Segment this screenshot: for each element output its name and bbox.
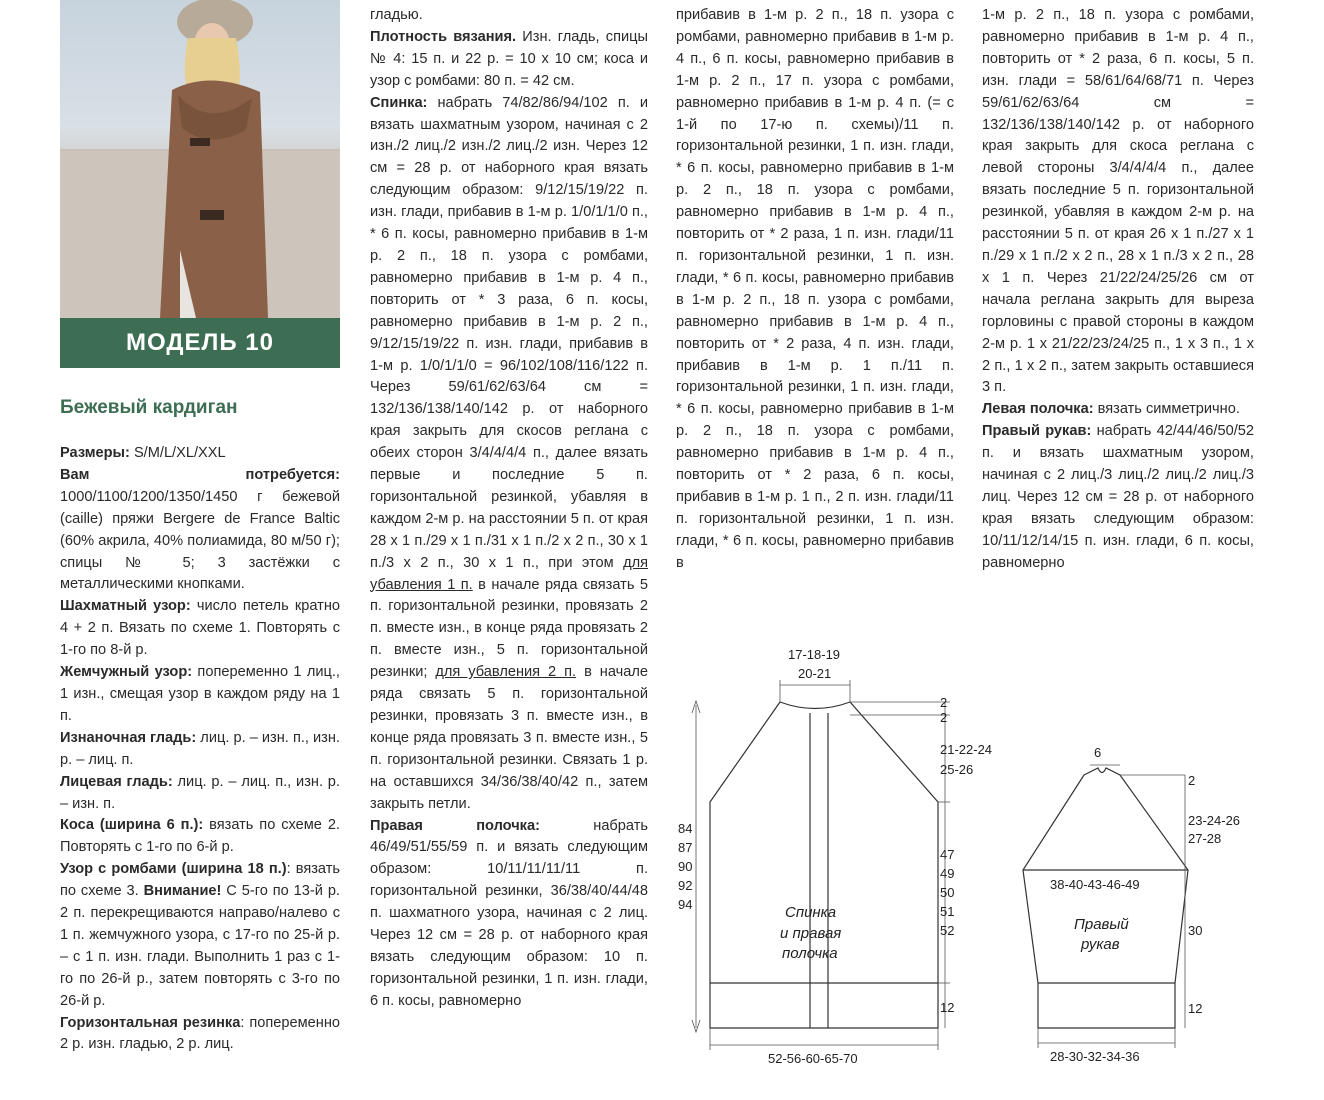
sleeve-top-label: 6 <box>1094 745 1102 760</box>
cable-text: вязать по схеме 2. Повторять с 1-го по 6-й р. <box>60 817 340 856</box>
sleeve-length-label: 30 <box>1188 923 1203 938</box>
sleeve-row-label: 2 <box>1188 773 1196 788</box>
sleeve-rib-label: 12 <box>1188 1001 1203 1016</box>
horizontal-rib-paragraph <box>60 1013 340 1057</box>
reverse-stockinette-heading: Изнаночная гладь: <box>60 729 197 746</box>
back-total-label-1: 84 <box>678 821 693 836</box>
pearl-pattern-heading: Жемчужный узор: <box>60 664 193 681</box>
sleeve-upper-width-label: 38-40-43-46-49 <box>1050 877 1140 892</box>
sizes-heading: Размеры: <box>60 445 130 461</box>
check-pattern-heading: Шахматный узор: <box>60 598 191 615</box>
materials-text: 1000/1100/1200/1350/1450 г бежевой (caille) пряжи Bergere de France Baltic (60% акрила, 40% полиамида, 80 м/50 г); спицы № 5; 3 застёжки с металлическими кнопками. <box>60 488 340 593</box>
cable-heading: Коса (ширина 6 п.): <box>60 817 204 834</box>
back-total-label-4: 92 <box>678 878 693 893</box>
back-side-label-2: 49 <box>940 866 955 881</box>
back-paragraph <box>370 93 648 816</box>
sleeve-label-1: Правый <box>1074 916 1129 933</box>
right-sleeve-paragraph <box>982 421 1254 574</box>
left-front-heading: Левая полочка: <box>982 401 1094 418</box>
reverse-stockinette-text: лиц. р. – изн. п., изн. р. – лиц. п. <box>60 729 340 768</box>
gauge-paragraph <box>370 27 648 93</box>
decrease-2-underlined: для убавления 2 п. <box>435 664 577 681</box>
back-raglan-label-b: 25-26 <box>940 762 974 777</box>
model-photo-illustration <box>60 0 340 318</box>
sizes-text: S/M/L/XL/XXL <box>129 445 226 461</box>
text-column-2 <box>370 5 648 1013</box>
model-banner <box>60 318 340 368</box>
decrease-1-underlined: для убавления 1 п. <box>370 554 648 593</box>
diamond-pattern-text: : вязать по схеме 3. <box>60 861 341 900</box>
stockinette-paragraph <box>60 772 340 816</box>
back-side-label-1: 47 <box>940 847 955 862</box>
left-front-paragraph <box>982 399 1254 421</box>
pearl-pattern-paragraph <box>60 662 340 728</box>
left-front-text: вязать симметрично. <box>1093 401 1240 418</box>
model-photo <box>60 0 340 318</box>
diamond-pattern-text-2: С 5-го по 13-й р. 2 п. перекрещиваются направо/налево с 1 п. жемчужного узора, с 17-го по 25-й р. – с 1 п. изн. глади. Выполнить 1 раз с 1-го по 26-й р., затем повторять с 3-го по 26-й р. <box>60 883 340 1009</box>
pattern-title: Бежевый кардиган <box>60 397 238 418</box>
check-pattern-text: число петель кратно 4 + 2 п. Вязать по схеме 1. Повторять с 1-го по 8-й р. <box>60 598 340 659</box>
back-raglan-label-a: 21-22-24 <box>940 742 993 757</box>
horizontal-rib-text: : попеременно 2 р. изн. гладью, 2 р. лиц. <box>60 1014 341 1053</box>
back-heading: Спинка: <box>370 94 428 111</box>
text-column-1 <box>60 443 340 1056</box>
back-label-1: Спинка <box>785 904 837 921</box>
stockinette-text: лиц. р. – лиц. п., изн. р. – изн. п. <box>60 773 340 812</box>
back-side-label-3: 50 <box>940 885 955 900</box>
back-text-b: в начале ряда связать 5 п. горизонтальной резинки, провязать 2 п. вместе изн., в конце ряда провязать 2 п. вместе изн., 5 п. горизонтальной резинки; <box>370 576 648 681</box>
back-neck-label-b: 20-21 <box>798 666 832 681</box>
back-side-label-4: 51 <box>940 904 955 919</box>
right-front-continued-2: 1-м р. 2 п., 18 п. узора с ромбами, равномерно прибавив в 1-м р. 4 п., повторить от * 2 раза, 6 п. косы, 5 п. изн. глади = 58/61/64/68/71 п. Через 59/61/62/63/64 см = 132/136/138/140/142 р. от наборного края закрыть для скоса реглана с левой стороны 3/4/4/4/4 п., далее вязать последние 5 п. горизонтальной резинкой, убавляя в каждом 2-м р. на расстоянии 5 п. от края 26 х 1 п./27 х 1 п./29 х 1 п./2 х 2 п., 28 х 1 п./3 х 2 п., 28 х 1 п. Через 21/22/24/25/26 см от начала реглана закрыть для выреза горловины с правой стороны в каждом 2-м р. 1 х 21/22/23/24/25 п., 1 х 3 п., 1 х 2 п., 1 х 2 п., затем закрыть оставшиеся 3 п. <box>982 7 1254 396</box>
cable-paragraph <box>60 815 340 859</box>
back-total-label-2: 87 <box>678 840 693 855</box>
back-label-2: и правая <box>780 925 842 942</box>
sleeve-label-2: рукав <box>1081 936 1120 953</box>
materials-paragraph <box>60 465 340 596</box>
sizes-paragraph <box>60 443 340 465</box>
back-row-label-1: 2 <box>940 695 948 710</box>
text-column-3 <box>676 5 954 575</box>
right-front-text: набрать 46/49/51/55/59 п. и вязать следующим образом: 10/11/11/11/11 п. горизонтальной резинки, 36/38/40/44/48 п. шахматного узора, начиная с 2 лиц. Через 12 см = 28 р. от наборного края вязать следующим образом: 10 п. горизонтальной резинки, 1 п. изн. глади, 6 п. косы, равномерно <box>370 817 648 1009</box>
schematic-svg <box>680 635 1280 1075</box>
back-text-c: в начале ряда связать 5 п. горизонтальной резинки, провязать 3 п. вместе изн., в конце ряда провязать 3 п. вместе изн., 5 п. горизонтальной резинки. Связать 1 р. на оставшихся 34/36/38/40/42 п., затем закрыть петли. <box>370 664 649 812</box>
col2-continuation: гладью. <box>370 7 423 23</box>
gauge-heading: Плотность вязания. <box>370 28 517 45</box>
gauge-text: Изн. гладь, спицы № 4: 15 п. и 22 р. = 10 х 10 см; коса и узор с ромбами: 80 п. = 42 см. <box>370 28 648 89</box>
text-column-4 <box>982 5 1254 575</box>
horizontal-rib-heading: Горизонтальная резинка <box>60 1014 241 1031</box>
stockinette-heading: Лицевая гладь: <box>60 773 173 790</box>
back-neck-label-a: 17-18-19 <box>788 647 841 662</box>
back-total-label-3: 90 <box>678 859 693 874</box>
attention-heading: Внимание! <box>143 883 222 900</box>
sleeve-bottom-width-label: 28-30-32-34-36 <box>1050 1049 1140 1064</box>
right-sleeve-heading: Правый рукав: <box>982 423 1092 440</box>
back-row-label-2: 2 <box>940 710 948 725</box>
back-width-label: 52-56-60-65-70 <box>768 1051 858 1066</box>
sleeve-outline <box>1023 768 1188 1028</box>
back-side-label-5: 52 <box>940 923 955 938</box>
check-pattern-paragraph <box>60 596 340 662</box>
right-front-heading: Правая полочка: <box>370 817 540 834</box>
right-front-paragraph <box>370 816 648 1013</box>
reverse-stockinette-paragraph <box>60 728 340 772</box>
back-label-3: полочка <box>782 945 838 962</box>
sleeve-raglan-label-a: 23-24-26 <box>1188 813 1241 828</box>
back-text-a: набрать 74/82/86/94/102 п. и вязать шахматным узором, начиная с 2 изн./2 лиц./2 изн./2 лиц./2 изн. Через 12 см = 28 р. от наборного края вязать следующим образом: 9/12/15/19/22 п. изн. глади, прибавив в 1-м р. 1/0/1/1/0 п., * 6 п. косы, равномерно прибавив в 1-м р. 2 п., 18 п. узора с ромбами, равномерно прибавив в 1-м р. 4 п., повторить от * 3 раза, 6 п. косы, равномерно прибавив в 1-м р. 2 п., 9/12/15/19/22 п. изн. глади, прибавив в 1-м р. 1/0/1/1/0 = 96/102/108/116/122 п. Через 59/61/62/63/64 см = 132/136/138/140/142 р. от наборного края закрыть для скосов реглана с обеих сторон 3/4/4/4/4 п., далее вязать первые и последние 5 п. горизонтальной резинкой, убавляя в каждом 2-м р. на расстоянии 5 п. от края 28 х 1 п./29 х 1 п./31 х 1 п./2 х 2 п., 30 х 1 п./3 х 2 п., 30 х 1 п., при этом <box>370 94 648 571</box>
sleeve-raglan-label-b: 27-28 <box>1188 831 1222 846</box>
model-banner-text: МОДЕЛЬ 10 <box>126 329 274 356</box>
diamond-pattern-heading: Узор с ромбами (ширина 18 п.) <box>60 861 287 878</box>
diamond-pattern-paragraph <box>60 859 340 1012</box>
right-sleeve-text: набрать 42/44/46/50/52 п. и вязать шахматным узором, начиная с 2 лиц./3 лиц./2 лиц./2 лиц./3 лиц. Через 12 см = 28 р. от наборного края вязать следующим образом: 10/11/12/14/15 п. изн. глади, 6 п. косы, равномерно <box>982 423 1254 571</box>
pattern-schematic <box>680 635 1280 1080</box>
back-total-label-5: 94 <box>678 897 693 912</box>
back-rib-label: 12 <box>940 1000 955 1015</box>
materials-heading: Вам потребуется: <box>60 466 340 483</box>
right-front-continued: прибавив в 1-м р. 2 п., 18 п. узора с ромбами, равномерно прибавив в 1-м р. 4 п., 6 п. косы, равномерно прибавив в 1-м р. 2 п., 17 п. узора с ромбами, равномерно прибавив в 1-м р. 4 п. (= с 1-й по 17-ю п. схемы)/11 п. горизонтальной резинки, 1 п. изн. глади, * 6 п. косы, равномерно прибавив в 1-м р. 2 п., 18 п. узора с ромбами, равномерно прибавив в 1-м р. 4 п., повторить от * 2 раза, 1 п. изн. глади/11 п. горизонтальной резинки, 1 п. изн. глади, * 6 п. косы, равномерно прибавив в 1-м р. 2 п., 18 п. узора с ромбами, равномерно прибавив в 1-м р. 4 п., повторить от * 2 раза, 4 п. изн. глади, прибавив в 1-м р. 1 п./11 п. горизонтальной резинки, 1 п. изн. глади, * 6 п. косы, равномерно прибавив в 1-м р. 2 п., 18 п. узора с ромбами, равномерно прибавив в 1-м р. 4 п., повторить от * 2 раза, 6 п. косы, прибавив в 1-м р. 1 п., 2 п. изн. глади/11 п. горизонтальной резинки, 1 п. изн. глади, * 6 п. косы, равномерно прибавив в <box>676 7 954 571</box>
pearl-pattern-text: попеременно 1 лиц., 1 изн., смещая узор в каждом ряду на 1 п. <box>60 664 340 724</box>
back-outline <box>710 702 938 1028</box>
